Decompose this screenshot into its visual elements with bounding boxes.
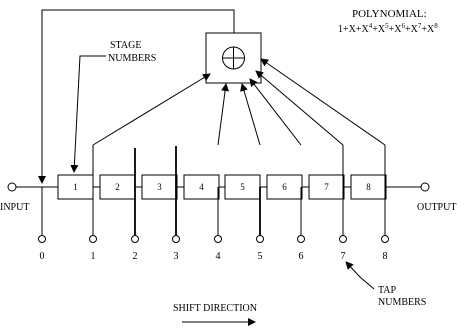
tap-number: 7 bbox=[340, 251, 346, 262]
tap-terminal-1 bbox=[90, 236, 97, 243]
tap-terminal-2 bbox=[132, 236, 139, 243]
poly-term: +X bbox=[421, 24, 435, 35]
stage-number: 8 bbox=[366, 182, 371, 192]
input-label: INPUT bbox=[0, 202, 30, 213]
stage-numbers-label-line2: NUMBERS bbox=[108, 53, 157, 64]
stage-numbers-pointer bbox=[74, 56, 106, 172]
tap-terminal-8 bbox=[382, 236, 389, 243]
stage-number: 7 bbox=[324, 182, 329, 192]
stage-number: 3 bbox=[157, 182, 162, 192]
tap-numbers-pointer bbox=[346, 262, 374, 289]
stage-number: 4 bbox=[199, 182, 204, 192]
tap-6-feedback-arrow bbox=[250, 79, 301, 145]
tap-terminal-6 bbox=[298, 236, 305, 243]
tap-lines bbox=[39, 145, 389, 262]
tap-terminal-4 bbox=[215, 236, 222, 243]
tap-numbers-label-line1: TAP bbox=[378, 285, 397, 296]
stage-number: 1 bbox=[73, 182, 78, 192]
shift-direction-label: SHIFT DIRECTION bbox=[173, 303, 257, 314]
tap-8-feedback-arrow bbox=[261, 59, 385, 145]
poly-term: +X bbox=[372, 24, 386, 35]
poly-exp: 5 bbox=[385, 22, 389, 30]
stage-number: 6 bbox=[282, 182, 287, 192]
tap-4-feedback-arrow bbox=[218, 84, 226, 145]
tap-number: 8 bbox=[382, 251, 388, 262]
stage-number: 5 bbox=[240, 182, 245, 192]
tap-number: 6 bbox=[298, 251, 304, 262]
polynomial-title: POLYNOMIAL: bbox=[352, 8, 427, 20]
tap-number: 0 bbox=[39, 251, 45, 262]
polynomial-expression bbox=[338, 22, 438, 35]
poly-term: 1+X+X bbox=[338, 24, 369, 35]
poly-exp: 6 bbox=[401, 22, 405, 30]
stage-numbers-label-line1: STAGE bbox=[110, 40, 142, 51]
poly-exp: 7 bbox=[417, 22, 422, 30]
stage-number: 2 bbox=[115, 182, 120, 192]
tap-number: 3 bbox=[173, 251, 179, 262]
tap-terminal-5 bbox=[257, 236, 264, 243]
tap-terminal-7 bbox=[340, 236, 347, 243]
tap-terminal-0 bbox=[39, 236, 46, 243]
tap-5-feedback-arrow bbox=[242, 84, 260, 145]
tap-number: 1 bbox=[90, 251, 96, 262]
tap-number: 2 bbox=[132, 251, 138, 262]
input-terminal bbox=[8, 183, 16, 191]
poly-exp: 4 bbox=[368, 22, 373, 30]
tap-terminal-3 bbox=[173, 236, 180, 243]
tap-number: 4 bbox=[215, 251, 221, 262]
feedback-line bbox=[42, 10, 234, 183]
poly-term: +X bbox=[388, 24, 402, 35]
output-terminal bbox=[421, 183, 429, 191]
tap-1-feedback-arrow bbox=[93, 74, 210, 145]
tap-7-feedback-arrow bbox=[256, 71, 343, 145]
poly-exp: 8 bbox=[434, 22, 438, 30]
tap-numbers-label-line2: NUMBERS bbox=[378, 297, 427, 308]
poly-term: +X bbox=[404, 24, 418, 35]
output-label: OUTPUT bbox=[417, 202, 457, 213]
tap-number: 5 bbox=[257, 251, 263, 262]
